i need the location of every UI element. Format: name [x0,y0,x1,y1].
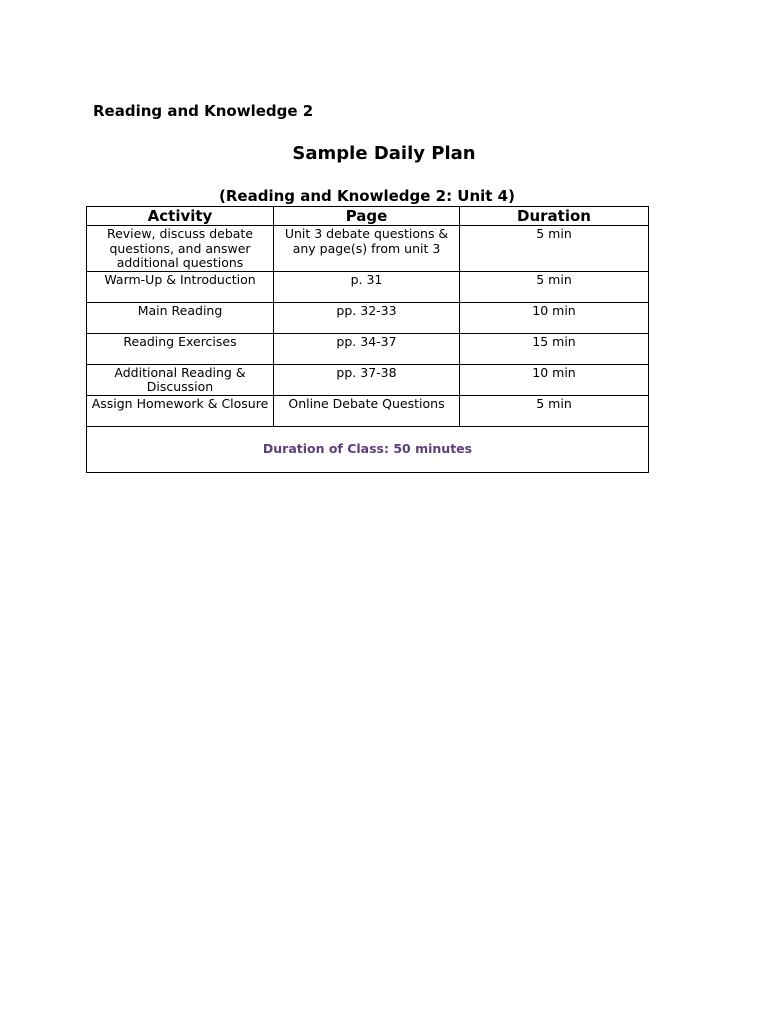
page-cell: pp. 34-37 [274,333,460,364]
page-cell: Online Debate Questions [274,395,460,426]
table-header-row [87,207,649,226]
duration-cell: 5 min [460,271,649,302]
unit-title: (Reading and Knowledge 2: Unit 4) [219,187,515,205]
duration-cell: 5 min [460,226,649,272]
duration-cell: 5 min [460,395,649,426]
page-cell: Unit 3 debate questions & any page(s) from unit 3 [274,226,460,272]
table-row [87,364,649,395]
activity-cell: Main Reading [87,302,274,333]
table-row [87,271,649,302]
header-duration: Duration [460,207,649,226]
daily-plan-table [86,206,649,473]
table-row [87,226,649,272]
page-cell: pp. 32-33 [274,302,460,333]
course-title: Reading and Knowledge 2 [93,102,314,120]
header-activity: Activity [87,207,274,226]
table-footer-row [87,426,649,472]
class-duration-total: Duration of Class: 50 minutes [87,426,649,472]
plan-title: Sample Daily Plan [292,143,476,164]
activity-cell: Assign Homework & Closure [87,395,274,426]
activity-cell: Review, discuss debate questions, and answer additional questions [87,226,274,272]
duration-cell: 15 min [460,333,649,364]
table-row [87,302,649,333]
page-cell: p. 31 [274,271,460,302]
duration-cell: 10 min [460,364,649,395]
table-row [87,333,649,364]
activity-cell: Reading Exercises [87,333,274,364]
header-page: Page [274,207,460,226]
activity-cell: Warm-Up & Introduction [87,271,274,302]
table-row [87,395,649,426]
page-cell: pp. 37-38 [274,364,460,395]
duration-cell: 10 min [460,302,649,333]
activity-cell: Additional Reading & Discussion [87,364,274,395]
